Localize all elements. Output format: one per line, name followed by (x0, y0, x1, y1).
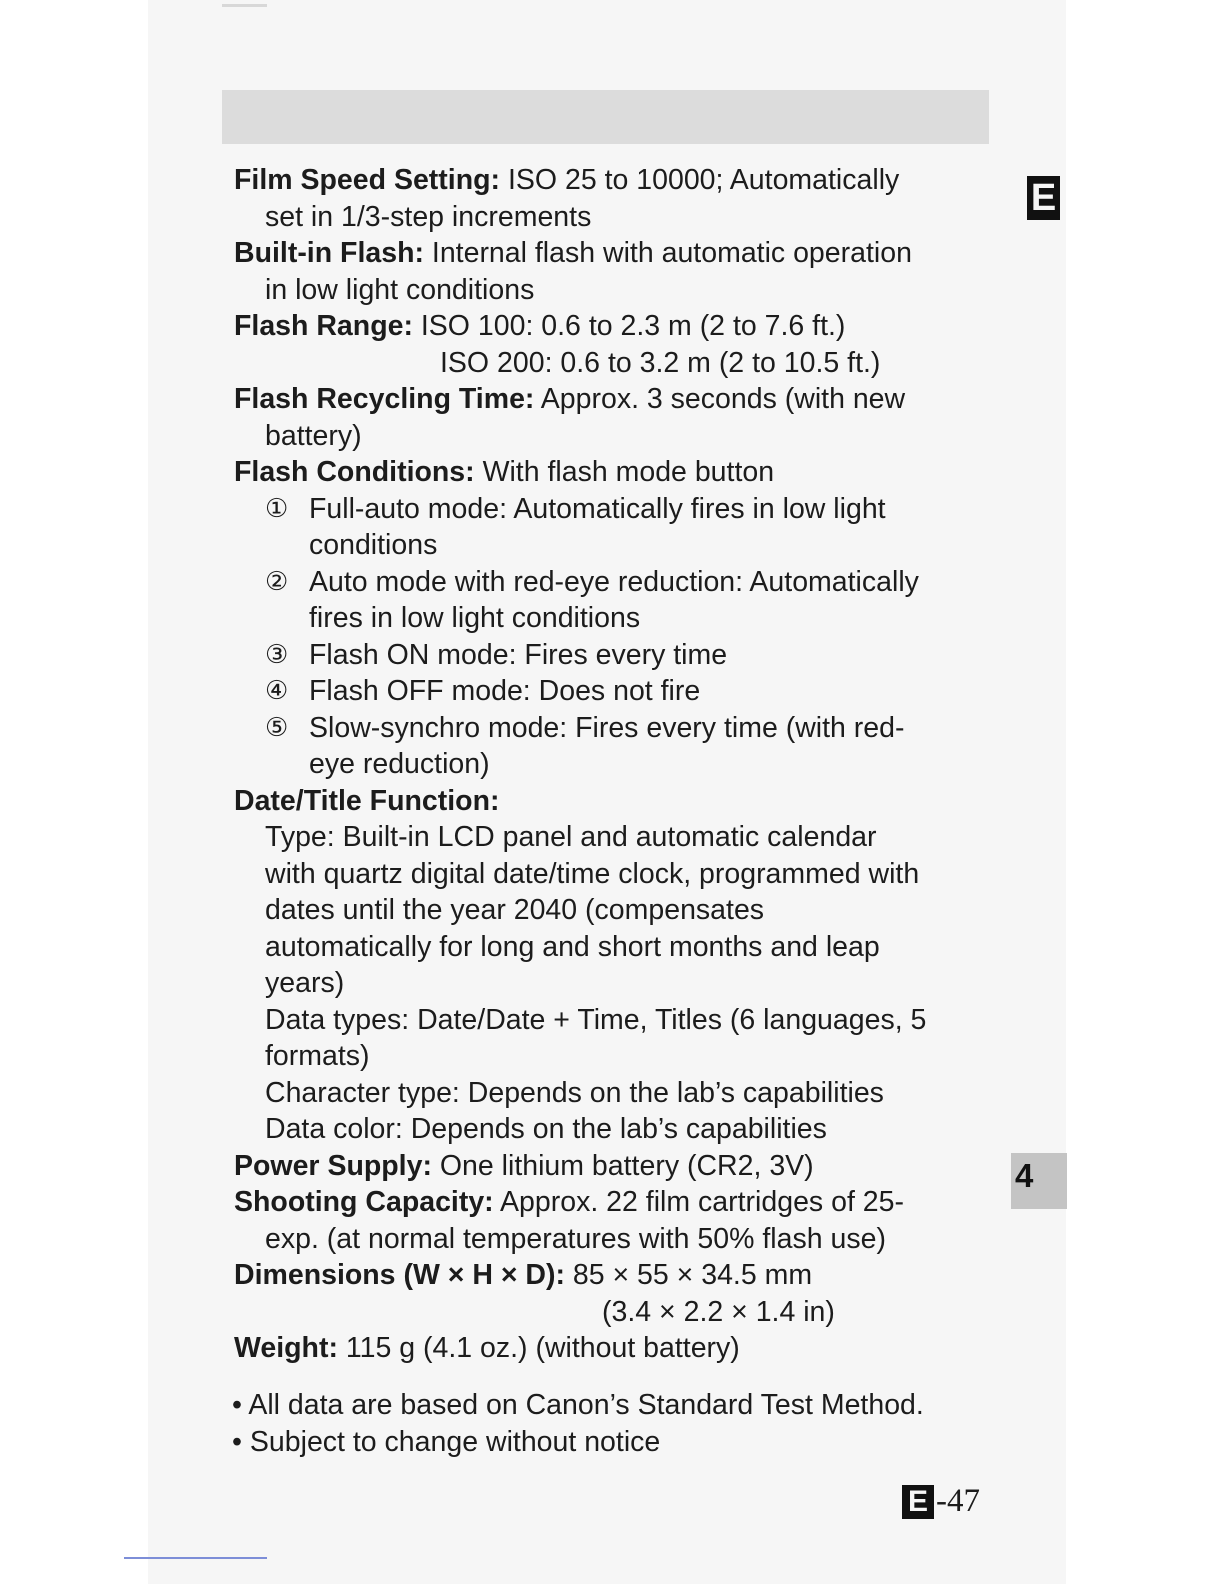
spec-label: Film Speed Setting: (234, 164, 501, 196)
spec-shooting-capacity (234, 1184, 1004, 1221)
spec-built-in-flash (234, 235, 1004, 272)
chapter-tab: 4 (1011, 1153, 1067, 1209)
spec-flash-range (234, 308, 1004, 345)
flash-mode-item (234, 564, 1004, 601)
spec-value: 115 g (4.1 oz.) (without battery) (345, 1332, 740, 1364)
spec-value: With flash mode button (482, 456, 775, 488)
spec-value: Internal flash with automatic operation (431, 237, 912, 269)
spec-film-speed (234, 162, 1004, 199)
circled-number: ④ (265, 676, 289, 706)
flash-mode-text: Flash ON mode: Fires every time (309, 638, 728, 671)
page-number-prefix: E (902, 1485, 934, 1519)
date-title-line: with quartz digital date/time clock, programmed with (265, 857, 920, 890)
date-title-line: years) (265, 967, 345, 999)
circled-number: ③ (265, 639, 289, 670)
flash-mode-text: Flash OFF mode: Does not fire (309, 675, 701, 707)
date-title-line: Data color: Depends on the lab’s capabilities (265, 1113, 827, 1145)
footnote-item: • All data are based on Canon’s Standard Test Method. (232, 1389, 924, 1421)
spec-value: One lithium battery (CR2, 3V) (439, 1149, 814, 1182)
language-marker-e: E (1027, 176, 1060, 220)
scan-artifact-bottom (124, 1557, 267, 1559)
scan-artifact-top (222, 4, 267, 7)
date-title-line: formats) (265, 1040, 370, 1072)
spec-dimensions (234, 1257, 1004, 1294)
circled-number: ② (265, 566, 289, 597)
spec-value: Approx. 3 seconds (with new (540, 383, 906, 415)
spec-value: 85 × 55 × 34.5 mm (572, 1259, 813, 1291)
spec-continuation: set in 1/3-step increments (265, 200, 592, 233)
spec-continuation: in low light conditions (265, 273, 535, 306)
date-title-line: Type: Built-in LCD panel and automatic calendar (265, 821, 877, 853)
spec-continuation: exp. (at normal temperatures with 50% flash use) (265, 1222, 886, 1255)
flash-mode-item (234, 491, 1004, 528)
spec-value: ISO 100: 0.6 to 2.3 m (2 to 7.6 ft.) (420, 310, 846, 342)
spec-label: Built-in Flash: (234, 237, 424, 269)
flash-mode-text: Auto mode with red-eye reduction: Automatically (309, 565, 919, 598)
circled-number: ① (265, 493, 289, 524)
date-title-line: automatically for long and short months and leap (265, 930, 880, 963)
spec-continuation: ISO 200: 0.6 to 3.2 m (2 to 10.5 ft.) (440, 346, 881, 379)
spec-continuation: (3.4 × 2.2 × 1.4 in) (602, 1295, 835, 1328)
spec-flash-conditions (234, 454, 1004, 491)
flash-mode-continuation: fires in low light conditions (309, 602, 641, 634)
spec-weight (234, 1330, 1004, 1367)
spec-power-supply (234, 1148, 1004, 1185)
flash-mode-text: Slow-synchro mode: Fires every time (with red- (309, 711, 905, 744)
section-header-bar (222, 90, 989, 144)
spec-continuation: battery) (265, 419, 362, 452)
spec-label: Flash Recycling Time: (234, 383, 535, 415)
spec-flash-recycling (234, 381, 1004, 418)
date-title-line: Character type: Depends on the lab’s capabilities (265, 1076, 884, 1109)
footnote-item: • Subject to change without notice (232, 1426, 661, 1458)
page-number (902, 1483, 980, 1520)
date-title-line: Data types: Date/Date + Time, Titles (6 languages, 5 (265, 1003, 927, 1036)
page-number-value: -47 (936, 1483, 980, 1519)
footnotes (232, 1387, 924, 1461)
spec-value: Approx. 22 film cartridges of 25- (500, 1186, 904, 1218)
spec-date-title-label: Date/Title Function: (234, 784, 500, 817)
spec-label: Flash Conditions: (234, 456, 475, 488)
flash-mode-text: Full-auto mode: Automatically fires in low light (309, 492, 886, 525)
specifications-list (234, 162, 1004, 1367)
flash-mode-item (234, 673, 1004, 710)
spec-label: Dimensions (W × H × D): (234, 1259, 565, 1291)
flash-mode-item (234, 710, 1004, 747)
spec-label: Power Supply: (234, 1149, 432, 1182)
circled-number: ⑤ (265, 712, 289, 743)
flash-mode-continuation: eye reduction) (309, 748, 490, 780)
spec-label: Shooting Capacity: (234, 1186, 494, 1218)
spec-label: Weight: (234, 1332, 338, 1364)
date-title-line: dates until the year 2040 (compensates (265, 894, 765, 926)
flash-mode-continuation: conditions (309, 529, 438, 561)
spec-label: Flash Range: (234, 310, 413, 342)
flash-mode-item (234, 637, 1004, 674)
spec-value: ISO 25 to 10000; Automatically (507, 164, 900, 196)
